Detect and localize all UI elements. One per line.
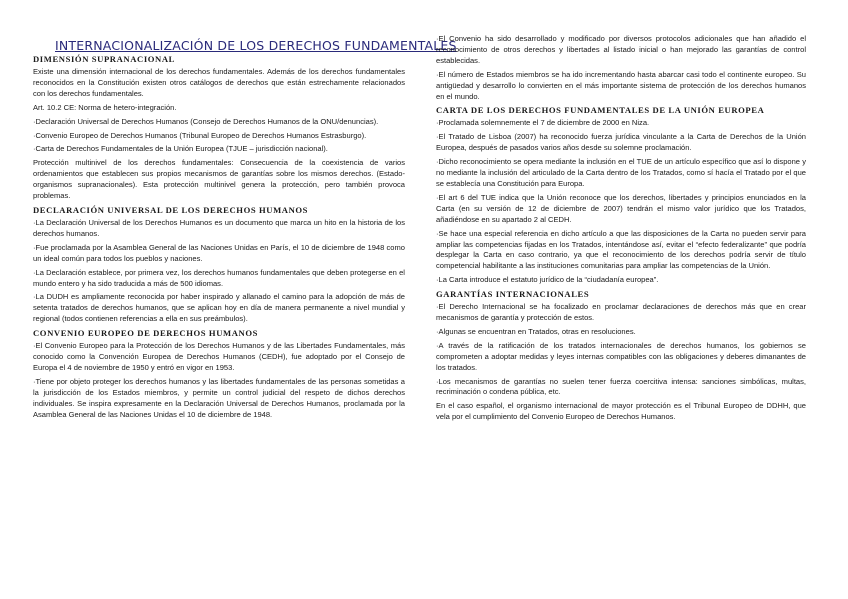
section-heading: DIMENSIÓN SUPRANACIONAL — [33, 54, 176, 64]
section-heading: CONVENIO EUROPEO DE DERECHOS HUMANOS — [33, 328, 259, 339]
paragraph: ·Fue proclamada por la Asamblea General de las Naciones Unidas en París, el 10 de diciembre de 1948 como un ideal común para todos los pueblos y naciones. — [33, 242, 405, 263]
paragraph: ·Se hace una especial referencia en dicho artículo a que las disposiciones de la Carta no pueden servir para ampliar las competencias fijadas en los Tratados, intentándose así, evitar el “efecto federalizante” que podría desplegar la Carta en caso contrario, ya que el reconocimiento de los derechos podría servir de título competencial habilitante a las instituciones comunitarias para ampliar las competencias de la Unión. — [436, 228, 806, 271]
paragraph: ·La Declaración Universal de los Derechos Humanos es un documento que marca un hito en la historia de los derechos humanos. — [33, 217, 405, 238]
paragraph: ·El Convenio Europeo para la Protección de los Derechos Humanos y de las Libertades Fundamentales, más conocido como la Convención Europea de Derechos Humanos (CEDH), fue adoptado por el Consejo de Europa el 4 de noviembre de 1950 y entró en vigor en 1953. — [33, 341, 405, 372]
paragraph: ·Declaración Universal de Derechos Humanos (Consejo de Derechos Humanos de la ONU/denuncias). — [33, 116, 379, 126]
paragraph: ·Convenio Europeo de Derechos Humanos (Tribunal Europeo de Derechos Humanos Estrasburgo). — [33, 130, 367, 140]
paragraph: ·Los mecanismos de garantías no suelen tener fuerza coercitiva intensa: sanciones simbólicas, multas, recriminación o condena pública, etc. — [436, 376, 806, 397]
left-column — [33, 38, 457, 423]
section-heading: GARANTÍAS INTERNACIONALES — [436, 289, 590, 300]
section-heading: DECLARACIÓN UNIVERSAL DE LOS DERECHOS HUMANOS — [33, 204, 309, 215]
paragraph: Existe una dimensión internacional de los derechos fundamentales. Además de los derechos fundamentales reconocidos en la Constitución existen otros catálogos de derechos que están estrechamente relacionados con los derechos fundamentales. — [33, 67, 405, 98]
paragraph: ·La Declaración establece, por primera vez, los derechos humanos fundamentales que deben protegerse en el mundo entero y ha sido traducida a más de 500 idiomas. — [33, 267, 405, 288]
right-column — [436, 34, 806, 426]
paragraph: ·A través de la ratificación de los tratados internacionales de derechos humanos, los gobiernos se comprometen a adoptar medidas y leyes internas compatibles con las obligaciones y deberes dimanantes de los tratados. — [436, 340, 806, 372]
paragraph: ·El Derecho Internacional se ha focalizado en proclamar declaraciones de derechos más que en crear mecanismos de garantía y protección de estos. — [436, 302, 806, 323]
left-column-content — [33, 54, 405, 420]
paragraph: ·La Carta introduce el estatuto jurídico de la “ciudadanía europea”. — [436, 275, 659, 285]
right-column-content — [436, 34, 806, 423]
section-heading: CARTA DE LOS DERECHOS FUNDAMENTALES DE LA UNIÓN EUROPEA — [436, 105, 765, 116]
paragraph: ·Tiene por objeto proteger los derechos humanos y las libertades fundamentales de las personas sometidas a la jurisdicción de los Estados miembros, y permite un control judicial del respeto de dichos derechos individuales. Se inspira expresamente en la Declaración Universal de Derechos Humanos, proclamada por la Asamblea General de las Naciones Unidas el 10 de diciembre de 1948. — [33, 376, 405, 419]
paragraph: ·La DUDH es ampliamente reconocida por haber inspirado y allanado el camino para la adopción de más de setenta tratados de derechos humanos, que se aplican hoy en día de manera permanente a nivel mundial y regional (todos contienen referencias a ella en sus preámbulos). — [33, 292, 405, 324]
paragraph: En el caso español, el organismo internacional de mayor protección es el Tribunal Europeo de DDHH, que vela por el cumplimiento del Convenio Europeo de Derechos Humanos. — [436, 401, 806, 422]
paragraph: ·El Convenio ha sido desarrollado y modificado por diversos protocolos adicionales que han añadido el reconocimiento de otros derechos y libertades al listado inicial o han mejorado las garantías de control establecidas. — [436, 34, 806, 65]
paragraph: Protección multinivel de los derechos fundamentales: Consecuencia de la coexistencia de varios ordenamientos que establecen sus propios mecanismos de garantías sobre los mismos derechos. (Estado-organismos supranacionales). Esta protección multinivel genera la protección, pero también provoca problemas. — [33, 158, 405, 201]
paragraph: ·El art 6 del TUE indica que la Unión reconoce que los derechos, libertades y principios enunciados en la Carta (en su versión de 12 de diciembre de 2007) tendrán el mismo valor jurídico que los Tratados, añadiéndose en su apartado 2 al CEDH. — [436, 192, 806, 224]
paragraph: ·Proclamada solemnemente el 7 de diciembre de 2000 en Niza. — [436, 118, 650, 128]
paragraph: Art. 10.2 CE: Norma de hetero-integración. — [33, 102, 177, 112]
paragraph: ·El número de Estados miembros se ha ido incrementando hasta abarcar casi todo el continente europeo. Su antigüedad y desarrollo lo convierten en el más importante sistema de protección de los derechos humanos en el mundo. — [436, 69, 806, 101]
paragraph: ·Carta de Derechos Fundamentales de la Unión Europea (TJUE – jurisdicción nacional). — [33, 144, 328, 154]
document-title: INTERNACIONALIZACIÓN DE LOS DERECHOS FUNDAMENTALES — [55, 38, 457, 53]
paragraph: ·El Tratado de Lisboa (2007) ha reconocido fuerza jurídica vinculante a la Carta de Derechos de la Unión Europea, después de pasados varios años desde su solemne proclamación. — [436, 132, 806, 153]
paragraph: ·Dicho reconocimiento se opera mediante la inclusión en el TUE de un artículo específico que así lo dispone y no mediante la inclusión del articulado de la Carta dentro de los Tratados, como sí hacía el Tratado por el que se establecía una Constitución para Europa. — [436, 157, 806, 188]
paragraph: ·Algunas se encuentran en Tratados, otras en resoluciones. — [436, 326, 636, 336]
